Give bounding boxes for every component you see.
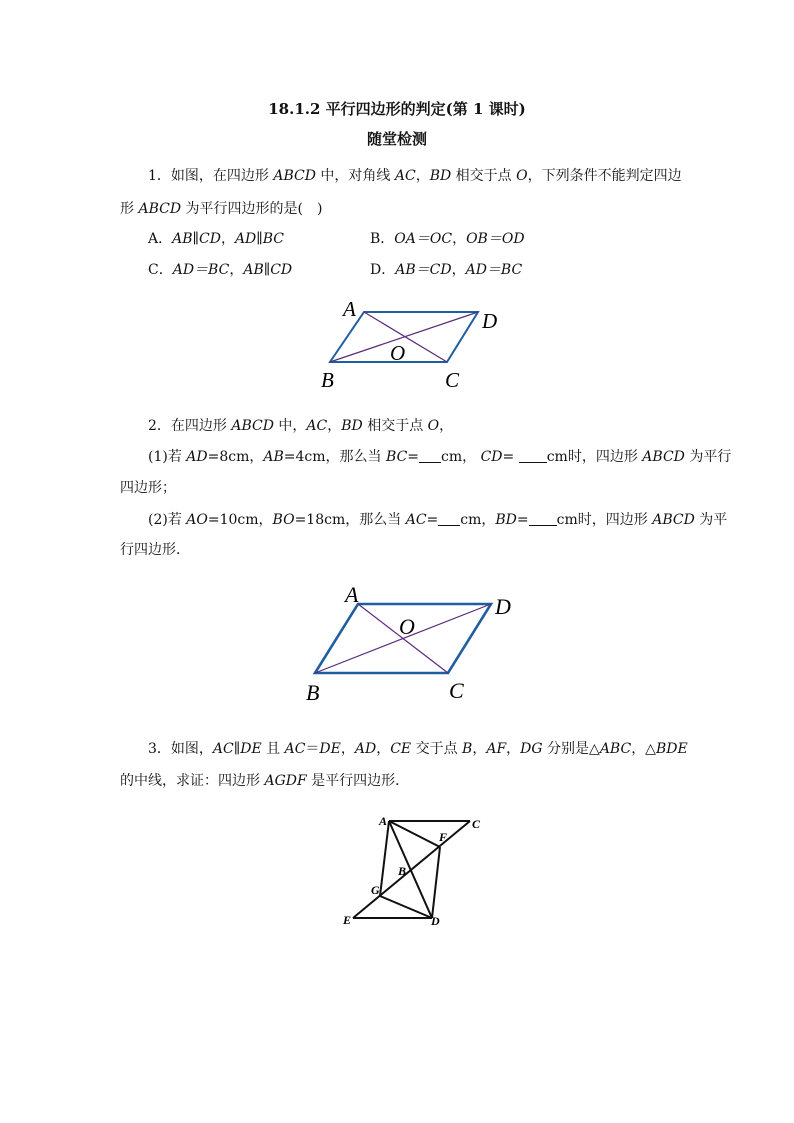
q3-segment-ag — [380, 821, 389, 896]
q1-figure — [310, 290, 510, 395]
q3-label-f: F — [439, 830, 448, 844]
q2-blank-bc[interactable] — [419, 448, 441, 463]
q2-part2-line2: 行四边形． — [120, 542, 190, 558]
q2-figure — [300, 580, 530, 710]
q1-label-d: D — [482, 309, 498, 333]
q1-option-a: A．AB∥CD，AD∥BC — [148, 231, 284, 247]
q2-blank-bd[interactable] — [529, 511, 557, 526]
q3-label-a: A — [379, 814, 388, 828]
q3-segment-fd — [432, 847, 440, 918]
q2-label-o: O — [399, 614, 415, 639]
q1-label-c: C — [445, 368, 460, 392]
q2-part1-line2: 四边形； — [120, 480, 176, 496]
q1-label-o: O — [390, 341, 406, 365]
q3-label-g: G — [371, 883, 380, 897]
q1-option-c: C．AD＝BC，AB∥CD — [148, 262, 293, 278]
q3-label-c: C — [472, 817, 481, 831]
q3-stem-line2: 的中线，求证：四边形 AGDF 是平行四边形． — [120, 773, 410, 789]
q2-label-b: B — [306, 680, 320, 705]
page-title: 18.1.2 平行四边形的判定(第 1 课时) — [268, 100, 526, 118]
q3-label-d: D — [431, 914, 440, 928]
q2-blank-cd[interactable] — [519, 448, 547, 463]
q3-figure — [335, 805, 495, 935]
q1-option-b: B．OA＝OC，OB＝OD — [370, 231, 525, 247]
q3-segment-ce — [353, 821, 470, 918]
q2-part2-line1: (2)若 AO=10cm，BO=18cm，那么当 AC= cm，BD= cm时，四边形 ABCD 为平 — [148, 512, 728, 528]
q1-stem-line1: 1．如图，在四边形 ABCD 中，对角线 AC，BD 相交于点 O，下列条件不能判定四边 — [148, 168, 682, 184]
q3-label-e: E — [343, 913, 352, 927]
q1-label-b: B — [321, 368, 334, 392]
q2-label-a: A — [345, 582, 359, 607]
q3-label-b: B — [398, 864, 407, 878]
q2-part1-line1: (1)若 AD=8cm，AB=4cm，那么当 BC= cm， CD= cm时，四边形 ABCD 为平行 — [148, 449, 732, 465]
q2-label-c: C — [449, 678, 464, 703]
q3-stem-line1: 3．如图，AC∥DE 且 AC＝DE，AD，CE 交于点 B，AF，DG 分别是△ABC，△BDE — [148, 741, 688, 757]
q1-option-d: D．AB＝CD，AD＝BC — [370, 262, 523, 278]
q3-segment-af — [389, 821, 440, 847]
q2-label-d: D — [495, 594, 511, 619]
q1-label-a: A — [343, 297, 356, 321]
q2-blank-ac[interactable] — [438, 511, 460, 526]
q2-stem: 2．在四边形 ABCD 中，AC，BD 相交于点 O， — [148, 418, 454, 434]
q1-stem-line2: 形 ABCD 为平行四边形的是( ) — [120, 201, 323, 217]
page-subtitle: 随堂检测 — [366, 130, 427, 148]
